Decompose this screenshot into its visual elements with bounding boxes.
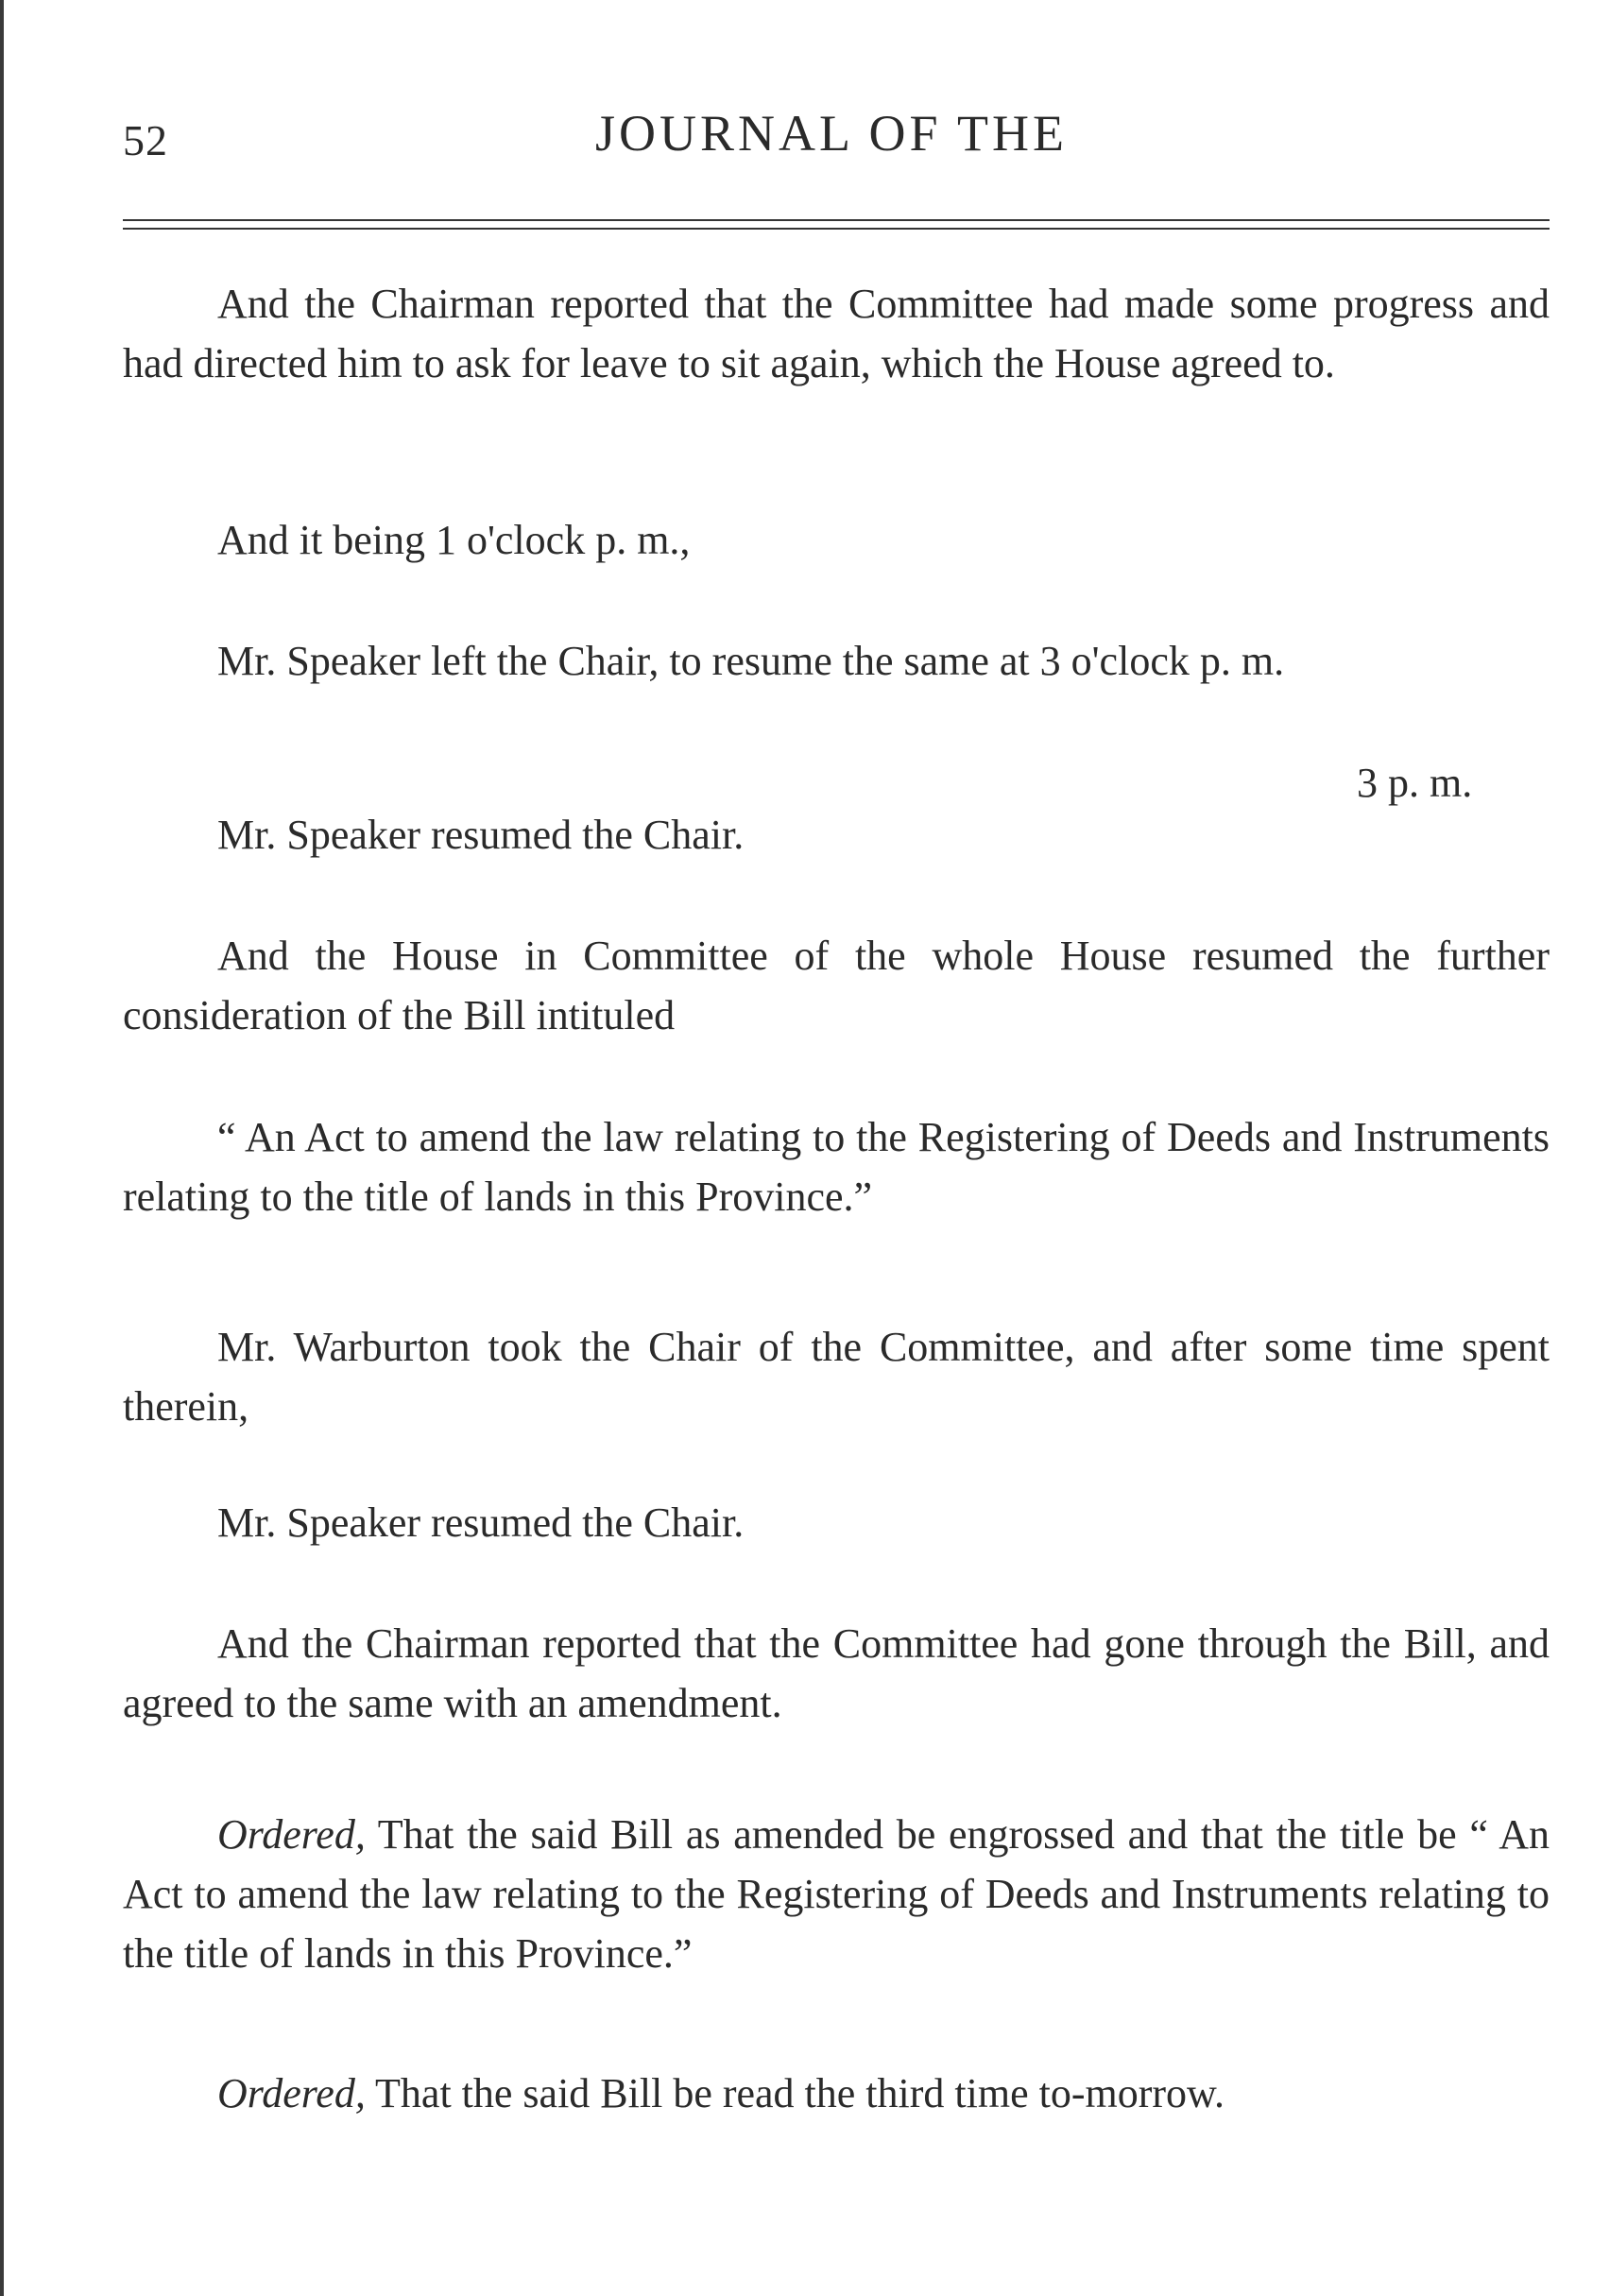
order-text: That the said Bill be read the third time to-morrow. [365,2070,1225,2116]
paragraph-house-in-committee: And the House in Committee of the whole House resumed the further consideration of the Bill intituled [123,933,1550,1038]
running-head [123,104,1550,180]
header-rule-bottom [123,228,1550,230]
header-rule-top [123,219,1550,221]
running-title: JOURNAL OF THE [595,105,1069,162]
page-edge [0,0,4,2296]
time-marker: 3 p. m. [1357,760,1473,806]
paragraph-speaker-resumed-chair-1: Mr. Speaker resumed the Chair. [217,812,745,858]
paragraph-one-oclock: And it being 1 o'clock p. m., [217,517,691,563]
order-text: That the said Bill as amended be engrossed and that the title be “ An Act to amend the law relating to the Registering of Deeds and Instruments relating to the title of lands in this Province.” [123,1811,1550,1977]
order-engrossed [123,1805,1550,1983]
order-lead: Ordered, [217,2070,366,2116]
paragraph-speaker-left-chair: Mr. Speaker left the Chair, to resume the same at 3 o'clock p. m. [217,638,1285,684]
order-third-reading [123,2064,1550,2123]
page-number: 52 [123,116,168,164]
paragraph-speaker-resumed-chair-2: Mr. Speaker resumed the Chair. [217,1499,745,1546]
order-lead: Ordered, [217,1811,366,1858]
paragraph-chairman-report-progress: And the Chairman reported that the Committee had made some progress and had directed him to ask for leave to sit again, which the House agreed to. [123,281,1550,386]
paragraph-warburton-chair: Mr. Warburton took the Chair of the Committee, and after some time spent therein, [123,1324,1550,1430]
paragraph-chairman-report-amendment: And the Chairman reported that the Committee had gone through the Bill, and agreed to the same with an amendment. [123,1620,1550,1726]
paragraph-bill-title: “ An Act to amend the law relating to the Registering of Deeds and Instruments relating to the title of lands in this Province.” [123,1114,1550,1220]
